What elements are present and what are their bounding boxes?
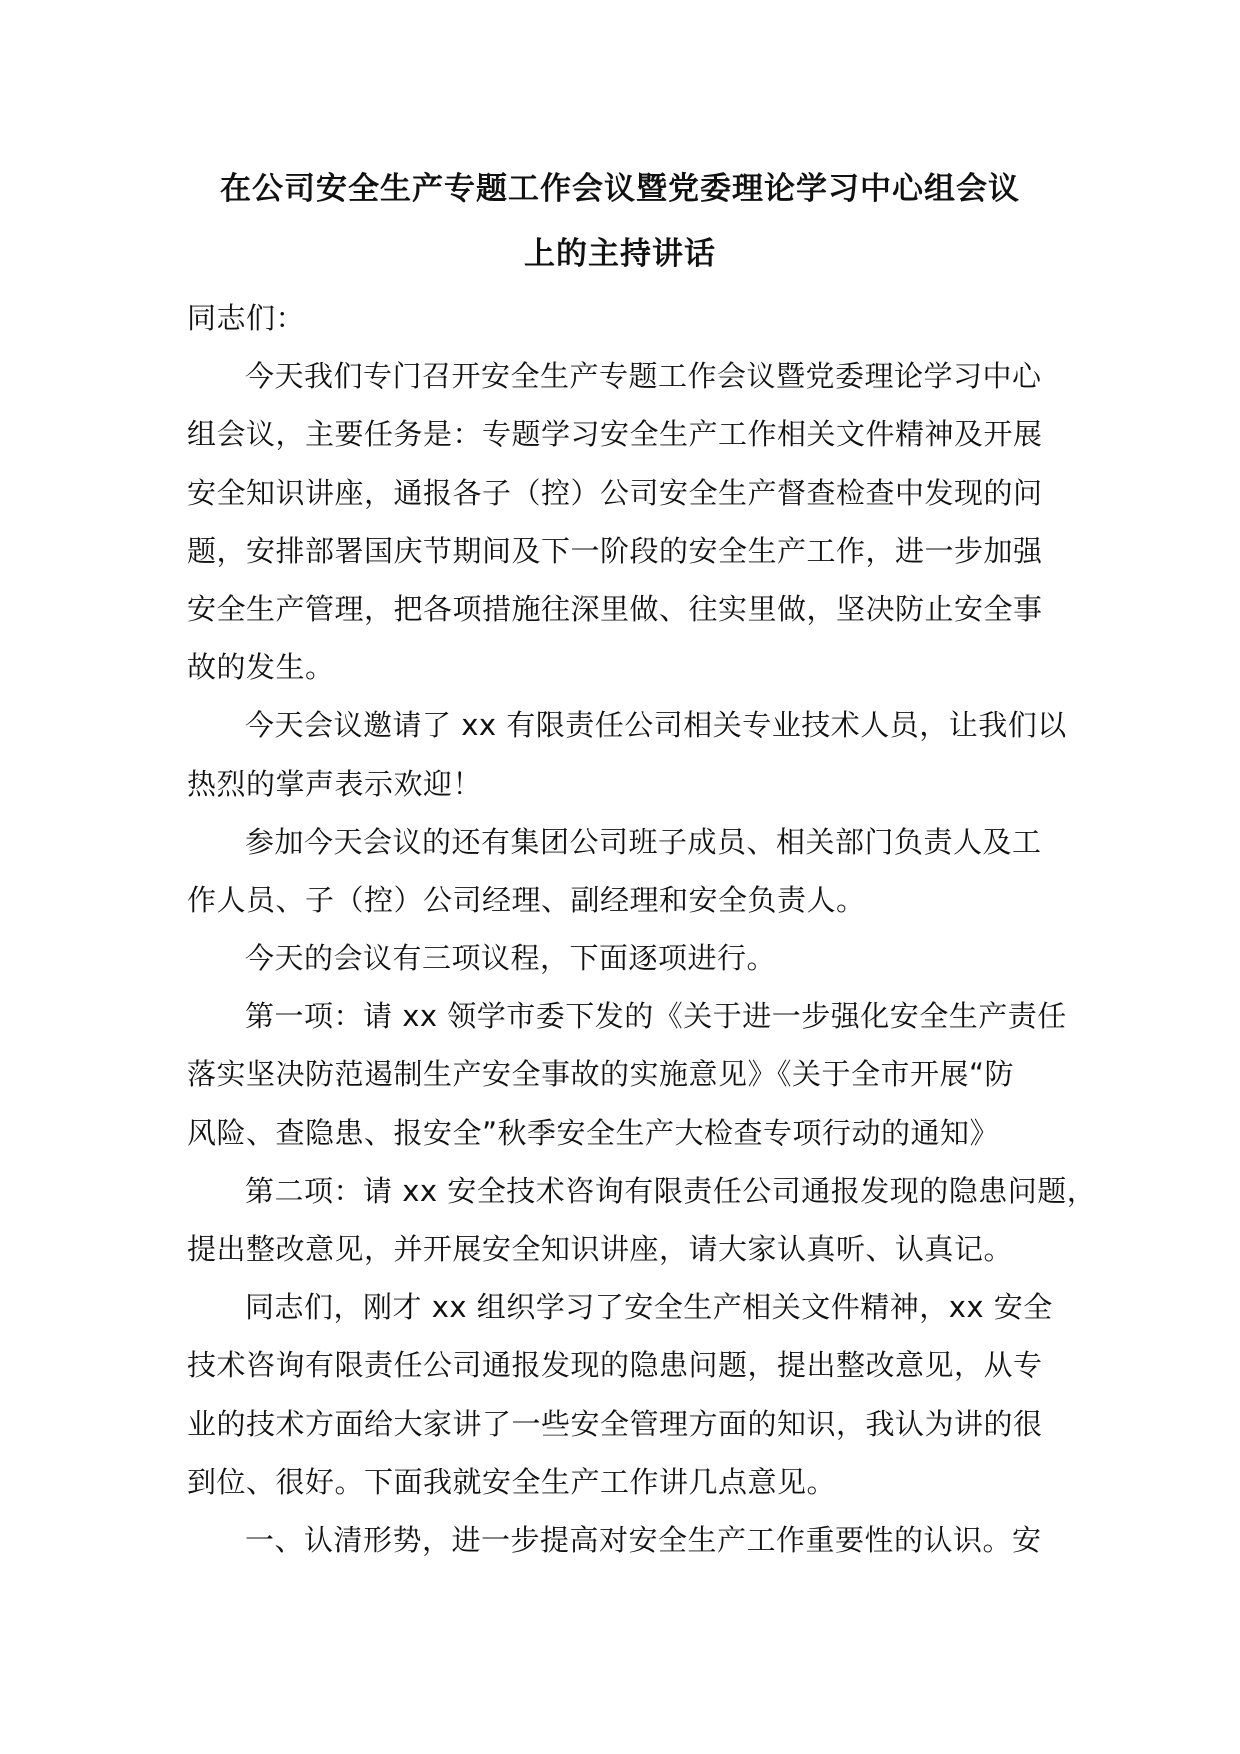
body-text-line: 安全生产管理，把各项措施往深里做、往实里做，坚决防止安全事 — [187, 591, 1043, 626]
document-title-line-2: 上的主持讲话 — [524, 236, 716, 272]
body-text-line: 落实坚决防范遏制生产安全事故的实施意见》《关于全市开展“防 — [187, 1057, 1015, 1092]
body-text-line: 技术咨询有限责任公司通报发现的隐患问题，提出整改意见，从专 — [187, 1348, 1043, 1383]
body-text-line: 今天我们专门召开安全生产专题工作会议暨党委理论学习中心 — [245, 359, 1042, 394]
body-text-line: 参加今天会议的还有集团公司班子成员、相关部门负责人及工 — [245, 824, 1042, 859]
body-text-line: 今天的会议有三项议程，下面逐项进行。 — [245, 941, 777, 976]
body-text-line: 提出整改意见，并开展安全知识讲座，请大家认真听、认真记。 — [187, 1232, 1014, 1266]
body-text-line: 同志们： — [187, 301, 306, 335]
body-text-line: 一、认清形势，进一步提高对安全生产工作重要性的认识。安 — [245, 1522, 1042, 1557]
body-text-line: 组会议，主要任务是：专题学习安全生产工作相关文件精神及开展 — [187, 417, 1043, 452]
body-text-line: 作人员、子（控）公司经理、副经理和安全负责人。 — [187, 882, 866, 917]
body-text-line: 风险、查隐患、报安全”秋季安全生产大检查专项行动的通知》 — [187, 1115, 1000, 1150]
body-text-line: 故的发生。 — [187, 650, 335, 685]
body-text-line: 同志们，刚才 xx 组织学习了安全生产相关文件精神，xx 安全 — [245, 1290, 1053, 1325]
body-text-line: 题，安排部署国庆节期间及下一阶段的安全生产工作，进一步加强 — [187, 533, 1043, 568]
document-title-line-1: 在公司安全生产专题工作会议暨党委理论学习中心组会议 — [220, 171, 1020, 207]
body-text-line: 今天会议邀请了 xx 有限责任公司相关专业技术人员，让我们以 — [245, 708, 1067, 743]
body-text-line: 第二项：请 xx 安全技术咨询有限责任公司通报发现的隐患问题， — [245, 1173, 1097, 1208]
body-text-line: 到位、很好。下面我就安全生产工作讲几点意见。 — [187, 1464, 837, 1499]
body-text-line: 业的技术方面给大家讲了一些安全管理方面的知识，我认为讲的很 — [187, 1406, 1043, 1441]
document-body — [187, 289, 1097, 1569]
body-text-line: 第一项：请 xx 领学市委下发的《关于进一步强化安全生产责任 — [245, 999, 1067, 1034]
body-text-line: 安全知识讲座，通报各子（控）公司安全生产督查检查中发现的问 — [187, 475, 1043, 510]
body-text-line: 热烈的掌声表示欢迎！ — [187, 766, 483, 801]
